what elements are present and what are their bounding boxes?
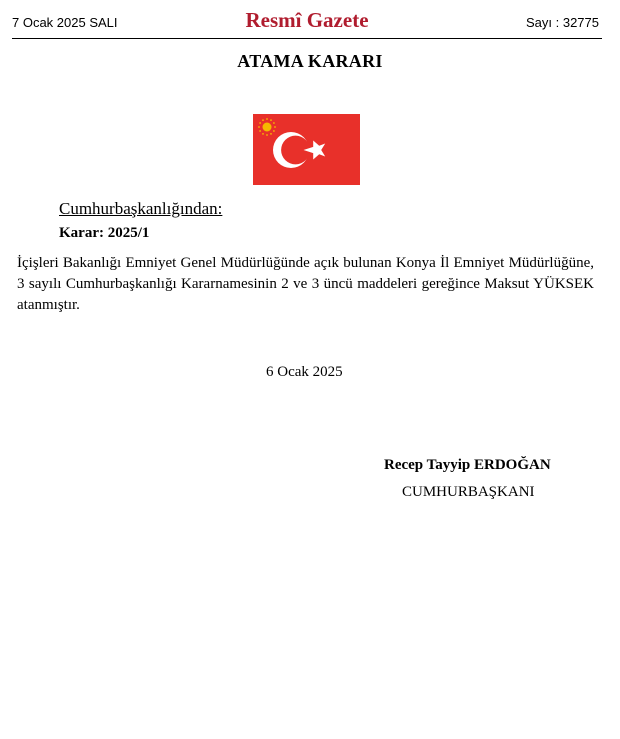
issue-date: 7 Ocak 2025 SALI xyxy=(12,15,118,30)
signer-name: Recep Tayyip ERDOĞAN xyxy=(384,457,551,473)
issuing-authority: Cumhurbaşkanlığından: xyxy=(59,199,223,218)
document-title: ATAMA KARARI xyxy=(237,51,383,71)
signature-date: 6 Ocak 2025 xyxy=(266,364,343,380)
gazette-header xyxy=(12,8,602,38)
gazette-title: Resmî Gazete xyxy=(245,8,369,32)
turkish-flag-icon xyxy=(253,114,360,185)
header-divider xyxy=(12,38,602,39)
decision-number: Karar: 2025/1 xyxy=(59,225,150,241)
signer-title: CUMHURBAŞKANI xyxy=(402,484,535,500)
issue-number: Sayı : 32775 xyxy=(526,15,599,30)
decision-body: İçişleri Bakanlığı Emniyet Genel Müdürlüğünde açık bulunan Konya İl Emniyet Müdürlüğüne, 3 sayılı Cumhurbaşkanlığı Kararnamesinin 2 ve 3 üncü maddeleri gereğince Maksut YÜKSEK atanmıştır. xyxy=(17,255,594,313)
